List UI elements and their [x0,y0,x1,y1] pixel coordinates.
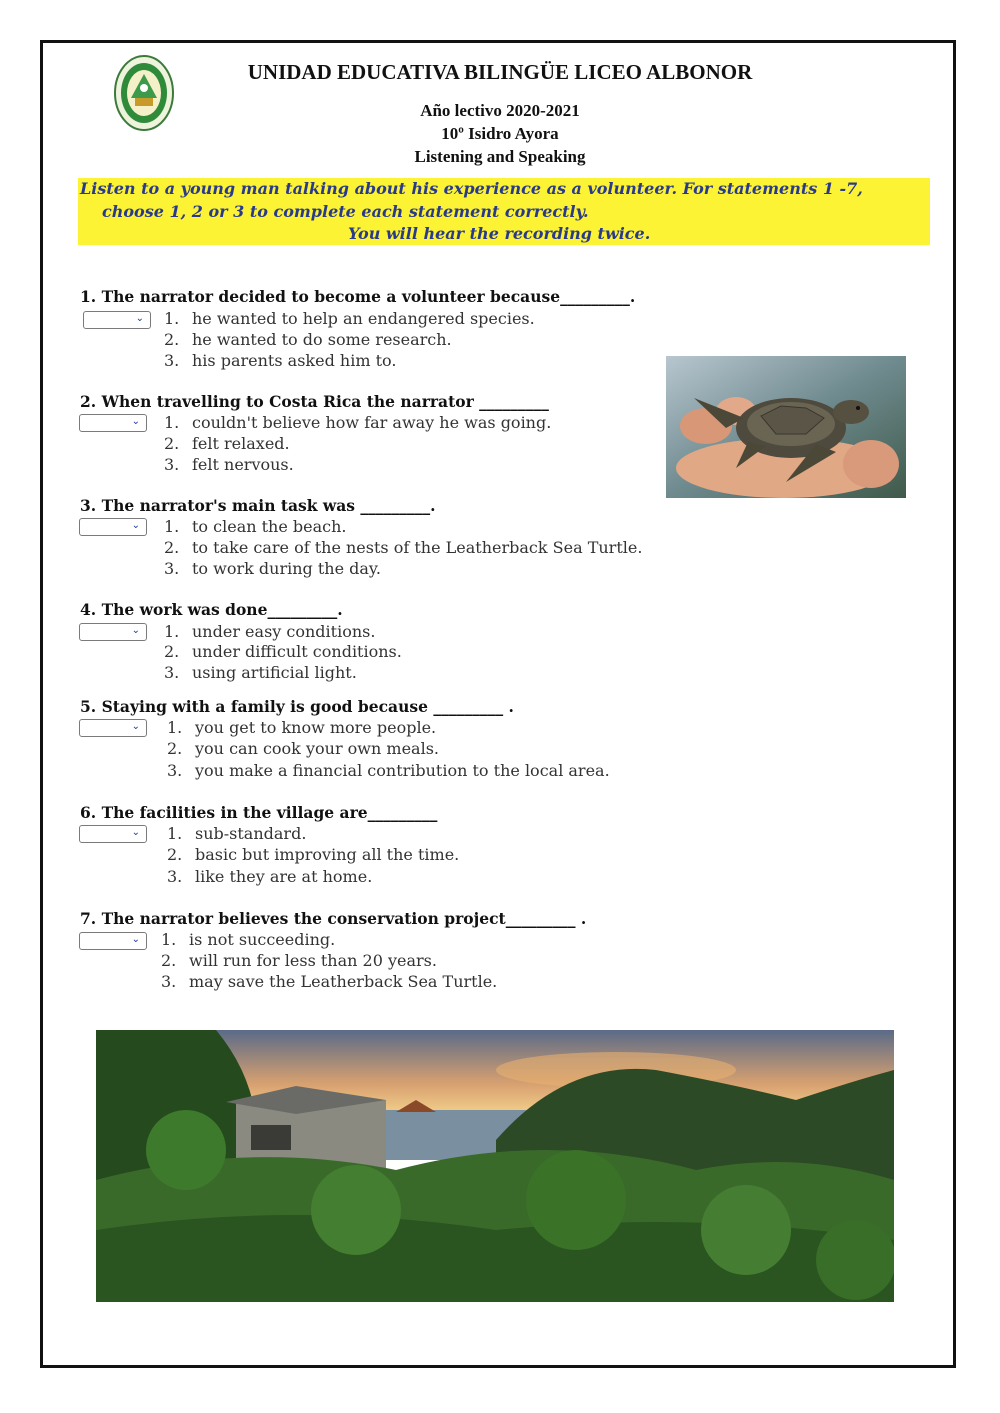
question-7-option-1: 1. is not succeeding. [161,930,336,949]
question-3-option-2: 2. to take care of the nests of the Leatherback Sea Turtle. [164,538,643,557]
question-2-option-2: 2. felt relaxed. [164,434,290,453]
question-2-option-1: 1. couldn't believe how far away he was going. [164,413,552,432]
question-6-option-2: 2. basic but improving all the time. [167,845,460,864]
question-6-stem: 6. The facilities in the village are_________ [80,803,438,822]
question-3-stem: 3. The narrator's main task was _________. [80,496,436,515]
question-1-option-2: 2. he wanted to do some research. [164,330,452,349]
question-1-option-3: 3. his parents asked him to. [164,351,397,370]
chevron-down-icon: ⌄ [135,313,144,324]
chevron-down-icon: ⌄ [131,520,140,531]
instructions-banner [78,178,930,245]
chevron-down-icon: ⌄ [131,416,140,427]
question-7-option-3: 3. may save the Leatherback Sea Turtle. [161,972,498,991]
question-5-option-1: 1. you get to know more people. [167,718,437,737]
instructions-line-2: choose 1, 2 or 3 to complete each statement correctly. [102,202,589,221]
question-7-option-2: 2. will run for less than 20 years. [161,951,437,970]
subject-label: Listening and Speaking [414,147,586,166]
costa-rica-landscape-photo [96,1030,894,1302]
question-1-stem: 1. The narrator decided to become a volunteer because_________. [80,287,636,306]
answer-6-dropdown[interactable] [79,825,147,843]
answer-2-dropdown[interactable] [79,414,147,432]
question-3-option-1: 1. to clean the beach. [164,517,347,536]
question-2-stem: 2. When travelling to Costa Rica the narrator _________ [80,392,549,411]
answer-1-dropdown[interactable] [83,311,151,329]
question-5-option-3: 3. you make a financial contribution to the local area. [167,761,610,780]
question-2-option-3: 3. felt nervous. [164,455,294,474]
question-4-stem: 4. The work was done_________. [80,600,343,619]
chevron-down-icon: ⌄ [131,721,140,732]
question-7-stem: 7. The narrator believes the conservation project_________ . [80,909,587,928]
answer-7-dropdown[interactable] [79,932,147,950]
answer-4-dropdown[interactable] [79,623,147,641]
school-logo [113,54,175,132]
question-5-option-2: 2. you can cook your own meals. [167,739,439,758]
instructions-line-1: Listen to a young man talking about his experience as a volunteer. For statements 1 -7, [80,179,863,198]
answer-3-dropdown[interactable] [79,518,147,536]
question-3-option-3: 3. to work during the day. [164,559,381,578]
question-6-option-1: 1. sub-standard. [167,824,307,843]
question-1-option-1: 1. he wanted to help an endangered species. [164,309,535,328]
turtle-in-hand-photo [666,356,906,498]
question-6-option-3: 3. like they are at home. [167,867,373,886]
question-4-option-1: 1. under easy conditions. [164,622,376,641]
chevron-down-icon: ⌄ [131,625,140,636]
question-4-option-3: 3. using artificial light. [164,663,357,682]
school-year: Año lectivo 2020-2021 [420,101,580,120]
answer-5-dropdown[interactable] [79,719,147,737]
grade-label: 10º Isidro Ayora [441,124,559,143]
school-name: UNIDAD EDUCATIVA BILINGÜE LICEO ALBONOR [247,60,753,84]
instructions-line-3: You will hear the recording twice. [348,224,651,243]
chevron-down-icon: ⌄ [131,827,140,838]
chevron-down-icon: ⌄ [131,934,140,945]
question-4-option-2: 2. under difficult conditions. [164,642,402,661]
question-5-stem: 5. Staying with a family is good because _________ . [80,697,514,716]
